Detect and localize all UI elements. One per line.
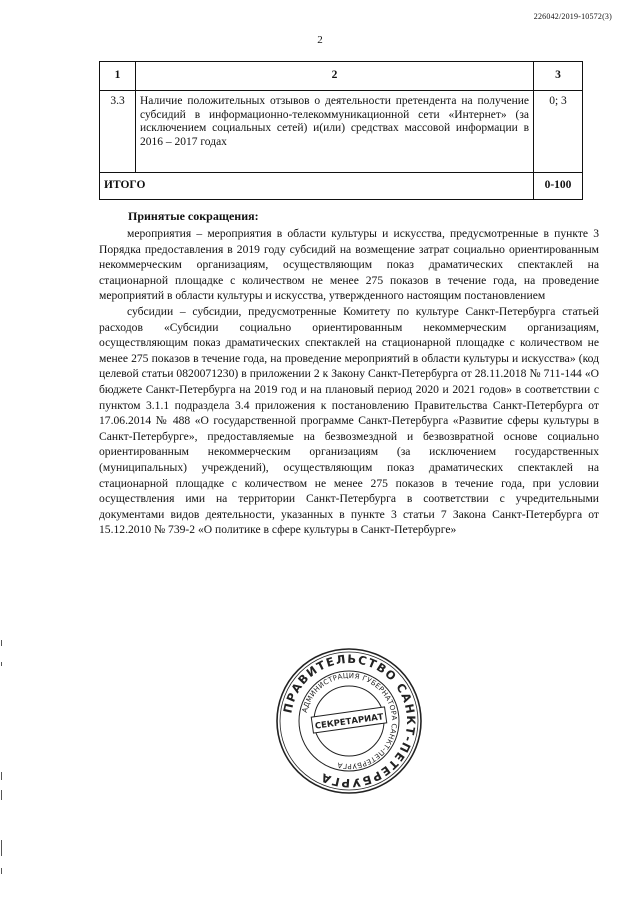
table-total-row <box>100 173 583 200</box>
stamp-outer-text: ПРАВИТЕЛЬСТВО САНКТ-ПЕТЕРБУРГА <box>280 651 419 791</box>
page-number: 2 <box>317 34 323 46</box>
row-score: 0; 3 <box>534 91 583 173</box>
scan-margin-marks <box>1 0 4 905</box>
total-label: ИТОГО <box>100 173 534 200</box>
table-header-cell: 1 <box>100 62 136 91</box>
row-number: 3.3 <box>100 91 136 173</box>
document-number: 226042/2019-10572(3) <box>533 12 612 21</box>
abbreviations-title: Принятые сокращения: <box>128 209 259 223</box>
abbreviation-paragraph: мероприятия – мероприятия в области культуры и искусства, предусмотренные в пункте 3 Порядка предоставления в 2019 году субсидий на возмещение затрат социально ориентированным некоммерческим организациям, осуществляющим показ драматических спектаклей на стационарной площадке с количеством не менее 275 показов в течение года, на проведение мероприятий в области культуры и искусства, утвержденного настоящим постановлением <box>99 227 599 303</box>
secretariat-stamp <box>274 646 424 796</box>
abbreviations-body <box>99 226 599 538</box>
total-value: 0-100 <box>534 173 583 200</box>
table-header-cell: 3 <box>534 62 583 91</box>
row-criterion: Наличие положительных отзывов о деятельности претендента на получение субсидий в информационно-телекоммуникационной сети «Интернет» (за исключением социальных сетей) и(или) средствах массовой информации в 2016 – 2017 годах <box>136 91 534 173</box>
table-header-row <box>100 62 583 91</box>
abbreviation-paragraph: субсидии – субсидии, предусмотренные Комитету по культуре Санкт-Петербурга статьей расходов «Субсидии социально ориентированным некоммерческим организациям, осуществляющим показ драматических спектаклей на стационарной площадке с количеством не менее 275 показов в течение года, на проведение мероприятий в области культуры и искусства» (код целевой статьи 0820071230) в приложении 2 к Закону Санкт-Петербурга от 28.11.2018 № 711-144 «О бюджете Санкт-Петербурга на 2019 год и на плановый период 2020 и 2021 годов» в соответствии с пунктом 3.1.1 подраздела 3.4 приложения к постановлению Правительства Санкт-Петербурга от 17.06.2014 № 488 «О государственной программе Санкт-Петербурга «Развитие сферы культуры в Санкт-Петербурге», предоставляемые на безвозмездной и безвозвратной основе социально ориентированным некоммерческим организациям (за исключением государственных (муниципальных) учреждений), осуществляющим показ драматических спектаклей на стационарной площадке с количеством не менее 275 показов в течение года, при условии осуществления ими на территории Санкт-Петербурга в соответствии с учредительными документами видов деятельности, указанных в пункте 3 статьи 7 Закона Санкт-Петербурга от 15.12.2010 № 739-2 «О политике в сфере культуры в Санкт-Петербурге» <box>99 304 599 537</box>
table-header-cell: 2 <box>136 62 534 91</box>
table-row <box>100 91 583 173</box>
criteria-table <box>99 61 583 200</box>
stamp-inner-text: АДМИНИСТРАЦИЯ ГУБЕРНАТОРА САНКТ-ПЕТЕРБУРГА <box>300 671 399 771</box>
stamp-center-text: СЕКРЕТАРИАТ <box>314 712 385 732</box>
